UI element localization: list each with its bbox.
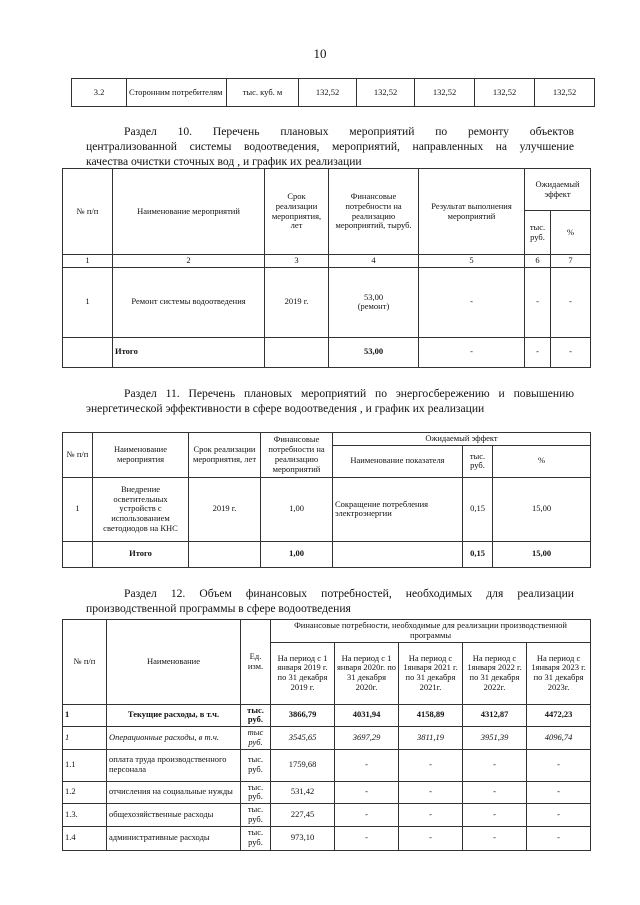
row-number: 3.2 bbox=[72, 79, 127, 107]
table-row bbox=[63, 477, 591, 541]
row-value: 3866,79 bbox=[271, 704, 335, 727]
row-effect-pct: - bbox=[551, 267, 591, 337]
header-finance: Финансовые потребности на реализацию мероприятий bbox=[261, 433, 333, 478]
heading-line: Раздел 11. Перечень плановых мероприятий по энергосбережению и повышению bbox=[124, 387, 574, 400]
col-number: 5 bbox=[419, 255, 525, 268]
header-result: Результат выполнения мероприятий bbox=[419, 169, 525, 255]
row-value: - bbox=[527, 781, 591, 804]
row-value: 132,52 bbox=[357, 79, 415, 107]
col-number: 7 bbox=[551, 255, 591, 268]
row-value: - bbox=[527, 749, 591, 781]
row-unit: тыс. руб. bbox=[241, 781, 271, 804]
repair-plan-table bbox=[62, 168, 591, 368]
column-numbers-row bbox=[63, 255, 591, 268]
row-value: - bbox=[527, 804, 591, 827]
row-value: - bbox=[399, 804, 463, 827]
header-effect-unit: тыс. руб. bbox=[525, 211, 551, 255]
row-value: 132,52 bbox=[475, 79, 535, 107]
row-finance bbox=[329, 267, 419, 337]
row-unit: тыс. руб. bbox=[241, 749, 271, 781]
total-finance: 1,00 bbox=[261, 541, 333, 567]
total-row bbox=[63, 541, 591, 567]
row-term: 2019 г. bbox=[265, 267, 329, 337]
page-number: 10 bbox=[313, 46, 327, 61]
row-value: - bbox=[463, 826, 527, 850]
row-name: общехозяйственные расходы bbox=[107, 804, 241, 827]
row-name: административные расходы bbox=[107, 826, 241, 850]
row-value: 1759,68 bbox=[271, 749, 335, 781]
heading-line: Раздел 10. Перечень плановых мероприятий по ремонту объектов bbox=[124, 125, 574, 138]
row-value: 4158,89 bbox=[399, 704, 463, 727]
table-row bbox=[63, 267, 591, 337]
row-name: Ремонт системы водоотведения bbox=[113, 267, 265, 337]
col-number: 2 bbox=[113, 255, 265, 268]
row-value: 227,45 bbox=[271, 804, 335, 827]
header-name: Наименование мероприятия bbox=[93, 433, 189, 478]
finance-note: (ремонт) bbox=[357, 301, 390, 312]
row-unit: тыс руб. bbox=[241, 727, 271, 750]
row-value: 531,42 bbox=[271, 781, 335, 804]
row-value: - bbox=[399, 781, 463, 804]
water-volume-table bbox=[71, 78, 595, 107]
header-num: № п/п bbox=[63, 433, 93, 478]
header-name: Наименование bbox=[107, 620, 241, 705]
total-pct: 15,00 bbox=[493, 541, 591, 567]
section10-heading bbox=[86, 124, 574, 169]
row-value: 4312,87 bbox=[463, 704, 527, 727]
col-number: 4 bbox=[329, 255, 419, 268]
row-effect-unit: - bbox=[525, 267, 551, 337]
total-result: - bbox=[419, 337, 525, 367]
row-value: 3811,19 bbox=[399, 727, 463, 750]
row-value: - bbox=[335, 804, 399, 827]
table-row bbox=[63, 727, 591, 750]
header-group: Финансовые потребности, необходимые для реализации производственной программы bbox=[271, 620, 591, 643]
row-unit: тыс. руб. bbox=[241, 804, 271, 827]
row-unit: 0,15 bbox=[463, 477, 493, 541]
row-name: Операционные расходы, в т.ч. bbox=[107, 727, 241, 750]
row-value: - bbox=[399, 749, 463, 781]
header-num: № п/п bbox=[63, 169, 113, 255]
header-effect-pct: % bbox=[551, 211, 591, 255]
heading-line: производственной программы в сфере водоотведения bbox=[86, 602, 351, 615]
row-unit: тыс. руб. bbox=[241, 704, 271, 727]
total-label: Итого bbox=[93, 541, 189, 567]
header-unit: Ед. изм. bbox=[241, 620, 271, 705]
header-term: Срок реализации мероприятия, лет bbox=[189, 433, 261, 478]
row-number: 1 bbox=[63, 267, 113, 337]
table-row bbox=[63, 749, 591, 781]
row-name: Внедрение осветительных устройств с использованием светодиодов на КНС bbox=[93, 477, 189, 541]
row-name: оплата труда производственного персонала bbox=[107, 749, 241, 781]
row-value: - bbox=[463, 804, 527, 827]
row-value: 3951,39 bbox=[463, 727, 527, 750]
row-name: Сторонним потребителям bbox=[127, 79, 227, 107]
row-number: 1 bbox=[63, 477, 93, 541]
header-finance: Финансовые потребности на реализацию мероприятий, тыруб. bbox=[329, 169, 419, 255]
row-number: 1.2 bbox=[63, 781, 107, 804]
row-value: - bbox=[463, 749, 527, 781]
header-period: На период с 1 января 2020г. по 31 декабря 2020г. bbox=[335, 642, 399, 704]
row-number: 1.3. bbox=[63, 804, 107, 827]
energy-saving-table bbox=[62, 432, 591, 568]
header-term: Срок реализации мероприятия, лет bbox=[265, 169, 329, 255]
row-value: - bbox=[335, 781, 399, 804]
row-number: 1 bbox=[63, 704, 107, 727]
col-number: 3 bbox=[265, 255, 329, 268]
total-unit: 0,15 bbox=[463, 541, 493, 567]
table-row bbox=[72, 79, 595, 107]
header-period: На период с 1января 2022 г. по 31 декабря 2022г. bbox=[463, 642, 527, 704]
total-pct: - bbox=[551, 337, 591, 367]
row-pct: 15,00 bbox=[493, 477, 591, 541]
header-unit: тыс. руб. bbox=[463, 445, 493, 477]
heading-line: качества очистки сточных вод , и график их реализации bbox=[86, 155, 362, 168]
header-period: На период с 1января 2021 г. по 31 декабря 2021г. bbox=[399, 642, 463, 704]
row-value: 132,52 bbox=[535, 79, 595, 107]
financial-needs-table bbox=[62, 619, 591, 851]
table-row bbox=[63, 804, 591, 827]
row-value: 4031,94 bbox=[335, 704, 399, 727]
row-value: 4096,74 bbox=[527, 727, 591, 750]
col-number: 6 bbox=[525, 255, 551, 268]
row-number: 1.4 bbox=[63, 826, 107, 850]
total-row bbox=[63, 337, 591, 367]
row-finance: 1,00 bbox=[261, 477, 333, 541]
header-indicator: Наименование показателя bbox=[333, 445, 463, 477]
row-result: - bbox=[419, 267, 525, 337]
row-value: - bbox=[463, 781, 527, 804]
row-value: 3545,65 bbox=[271, 727, 335, 750]
row-value: 132,52 bbox=[299, 79, 357, 107]
section12-heading bbox=[86, 586, 574, 616]
row-value: - bbox=[335, 749, 399, 781]
row-value: 973,10 bbox=[271, 826, 335, 850]
finance-value: 53,00 bbox=[363, 291, 384, 302]
heading-line: Раздел 12. Объем финансовых потребностей, необходимых для реализации bbox=[124, 587, 574, 600]
row-number: 1.1 bbox=[63, 749, 107, 781]
row-value: 3697,29 bbox=[335, 727, 399, 750]
row-number: 1 bbox=[63, 727, 107, 750]
total-label: Итого bbox=[113, 337, 265, 367]
row-value: - bbox=[399, 826, 463, 850]
table-row bbox=[63, 826, 591, 850]
row-value: - bbox=[527, 826, 591, 850]
row-unit: тыс. куб. м bbox=[227, 79, 299, 107]
col-number: 1 bbox=[63, 255, 113, 268]
header-period: На период с 1января 2023 г. по 31 декабря 2023г. bbox=[527, 642, 591, 704]
row-term: 2019 г. bbox=[189, 477, 261, 541]
table-row bbox=[63, 781, 591, 804]
row-value: 132,52 bbox=[415, 79, 475, 107]
header-period: На период с 1 января 2019 г. по 31 декабря 2019 г. bbox=[271, 642, 335, 704]
section11-heading bbox=[86, 386, 574, 416]
row-name: Текущие расходы, в т.ч. bbox=[107, 704, 241, 727]
row-unit: тыс. руб. bbox=[241, 826, 271, 850]
header-pct: % bbox=[493, 445, 591, 477]
heading-line: энергетической эффективности в сфере водоотведения , и график их реализации bbox=[86, 402, 485, 415]
row-indicator: Сокращение потребления электроэнергии bbox=[333, 477, 463, 541]
header-effect: Ожидаемый эффект bbox=[333, 433, 591, 446]
header-effect: Ожидаемый эффект bbox=[525, 169, 591, 211]
heading-line: централизованной системы водоотведения, мероприятий, направленных на улучшение bbox=[86, 140, 574, 153]
row-value: - bbox=[335, 826, 399, 850]
table-row bbox=[63, 704, 591, 727]
total-unit: - bbox=[525, 337, 551, 367]
header-name: Наименование мероприятий bbox=[113, 169, 265, 255]
row-value: 4472,23 bbox=[527, 704, 591, 727]
row-name: отчисления на социальные нужды bbox=[107, 781, 241, 804]
header-num: № п/п bbox=[63, 620, 107, 705]
total-finance: 53,00 bbox=[329, 337, 419, 367]
